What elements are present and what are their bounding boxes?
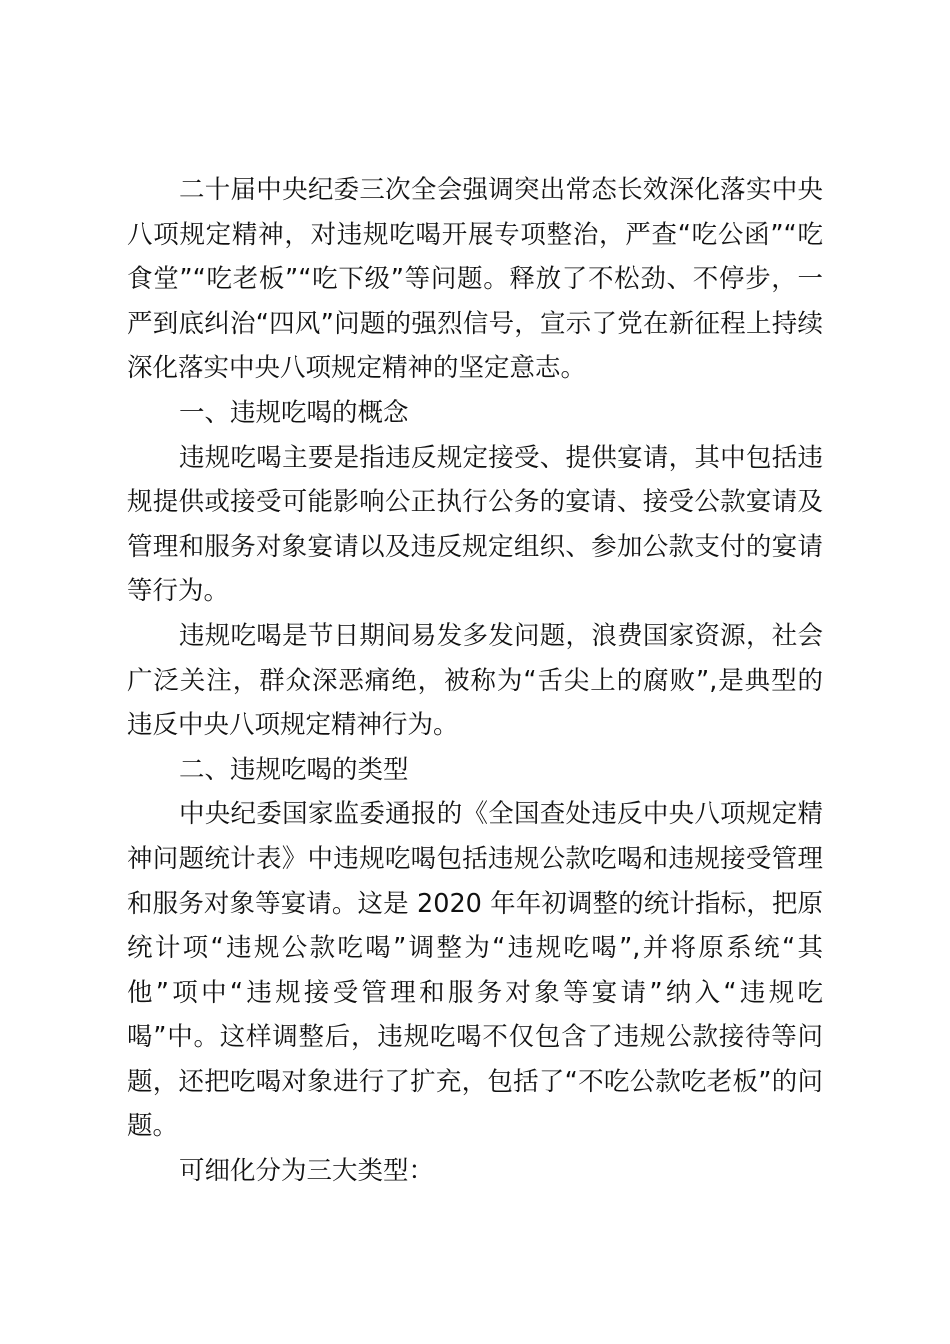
types-paragraph: 中央纪委国家监委通报的《全国查处违反中央八项规定精神问题统计表》中违规吃喝包括违规公款吃喝和违规接受管理和服务对象等宴请。这是 2020 年年初调整的统计指标，把原统计项“违规公款吃喝”调整为“违规吃喝”,并将原系统“其他”项中“违规接受管理和服务对象等宴请”纳入“违规吃喝”中。这样调整后，违规吃喝不仅包含了违规公款接待等问题，还把吃喝对象进行了扩充，包括了“不吃公款吃老板”的问题。 bbox=[127, 799, 823, 1142]
concept-paragraph: 违规吃喝主要是指违反规定接受、提供宴请，其中包括违规提供或接受可能影响公正执行公务的宴请、接受公款宴请及管理和服务对象宴请以及违反规定组织、参加公款支付的宴请等行为。 bbox=[127, 442, 823, 607]
concept-paragraph-2: 违规吃喝是节日期间易发多发问题，浪费国家资源，社会广泛关注，群众深恶痛绝，被称为“舌尖上的腐败”,是典型的违反中央八项规定精神行为。 bbox=[127, 620, 823, 741]
intro-paragraph: 二十届中央纪委三次全会强调突出常态长效深化落实中央八项规定精神，对违规吃喝开展专项整治，严查“吃公函”“吃食堂”“吃老板”“吃下级”等问题。释放了不松劲、不停步，一严到底纠治“四风”问题的强烈信号，宣示了党在新征程上持续深化落实中央八项规定精神的坚定意志。 bbox=[127, 175, 823, 384]
document-body bbox=[127, 168, 823, 1194]
types-subdivision-line: 可细化分为三大类型： bbox=[179, 1156, 435, 1187]
section-heading-types: 二、违规吃喝的类型 bbox=[179, 754, 409, 785]
section-heading-concept: 一、违规吃喝的概念 bbox=[179, 397, 409, 428]
